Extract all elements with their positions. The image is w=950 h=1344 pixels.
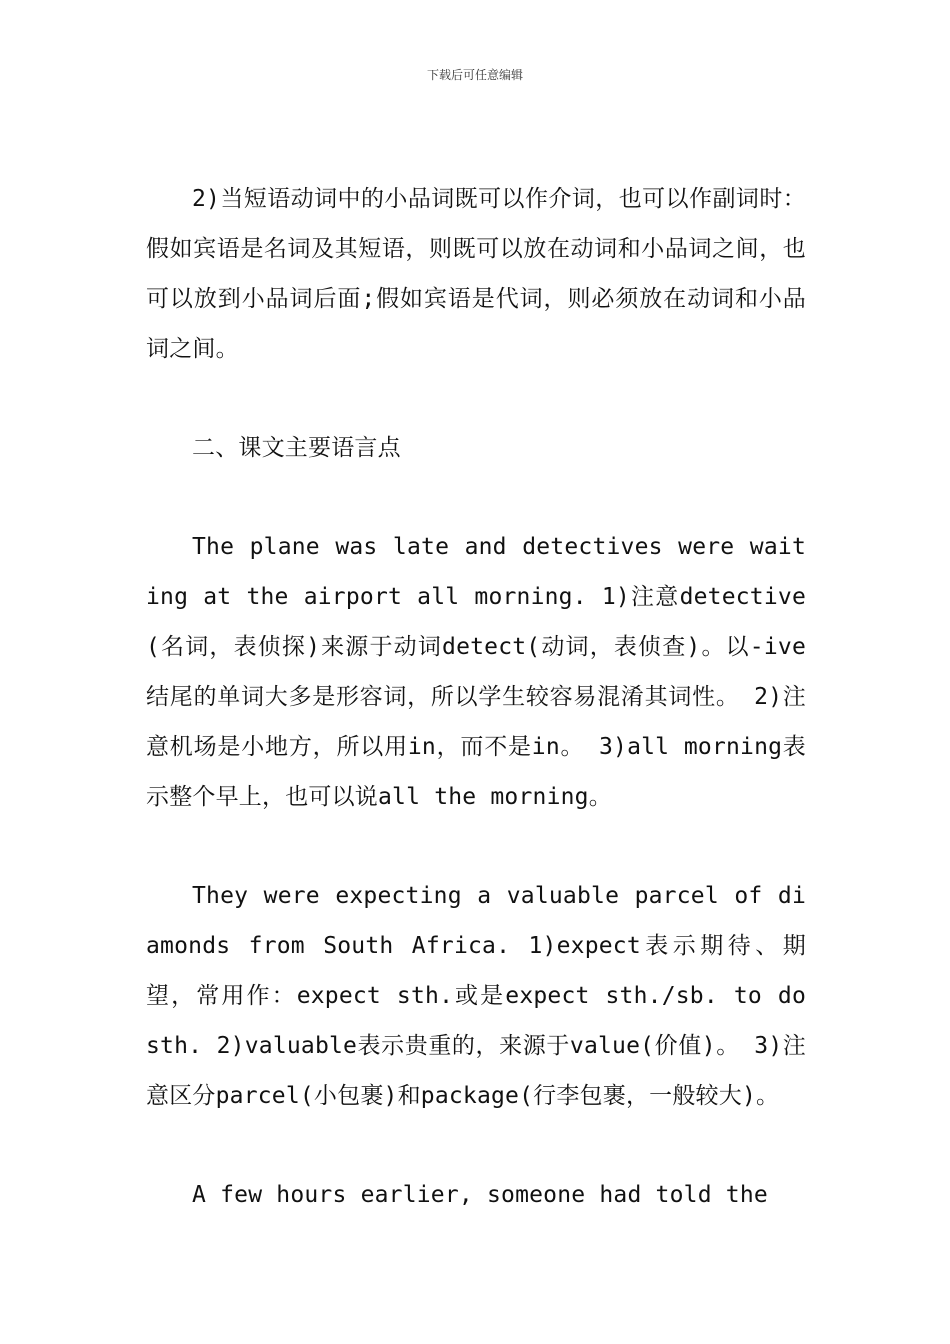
document-body xyxy=(146,174,806,1269)
section-heading: 二、课文主要语言点 xyxy=(192,435,401,461)
paragraph-phrasal-verb-rule: 2)当短语动词中的小品词既可以作介词，也可以作副词时：假如宾语是名词及其短语，则既可以放在动词和小品词之间，也可以放到小品词后面;假如宾语是代词，则必须放在动词和小品词之间。 xyxy=(146,186,806,362)
paragraph-plane-late: The plane was late and detectives were waiting at the airport all morning. 1)注意detective(名词，表侦探)来源于动词detect(动词，表侦查)。以-ive结尾的单词大多是形容词，所以学生较容易混淆其词性。 2)注意机场是小地方，所以用in，而不是in。 3)all morning表示整个早上，也可以说all the morning。 xyxy=(146,534,806,810)
page-header: 下载后可任意编辑 xyxy=(426,68,523,82)
paragraph-diamonds-parcel: They were expecting a valuable parcel of diamonds from South Africa. 1)expect表示期待、期望，常用作：expect sth.或是expect sth./sb. to do sth. 2)valuable表示贵重的，来源于value(价值)。 3)注意区分parcel(小包裹)和package(行李包裹，一般较大)。 xyxy=(146,883,806,1109)
paragraph-few-hours-earlier: A few hours earlier, someone had told the xyxy=(192,1182,768,1208)
